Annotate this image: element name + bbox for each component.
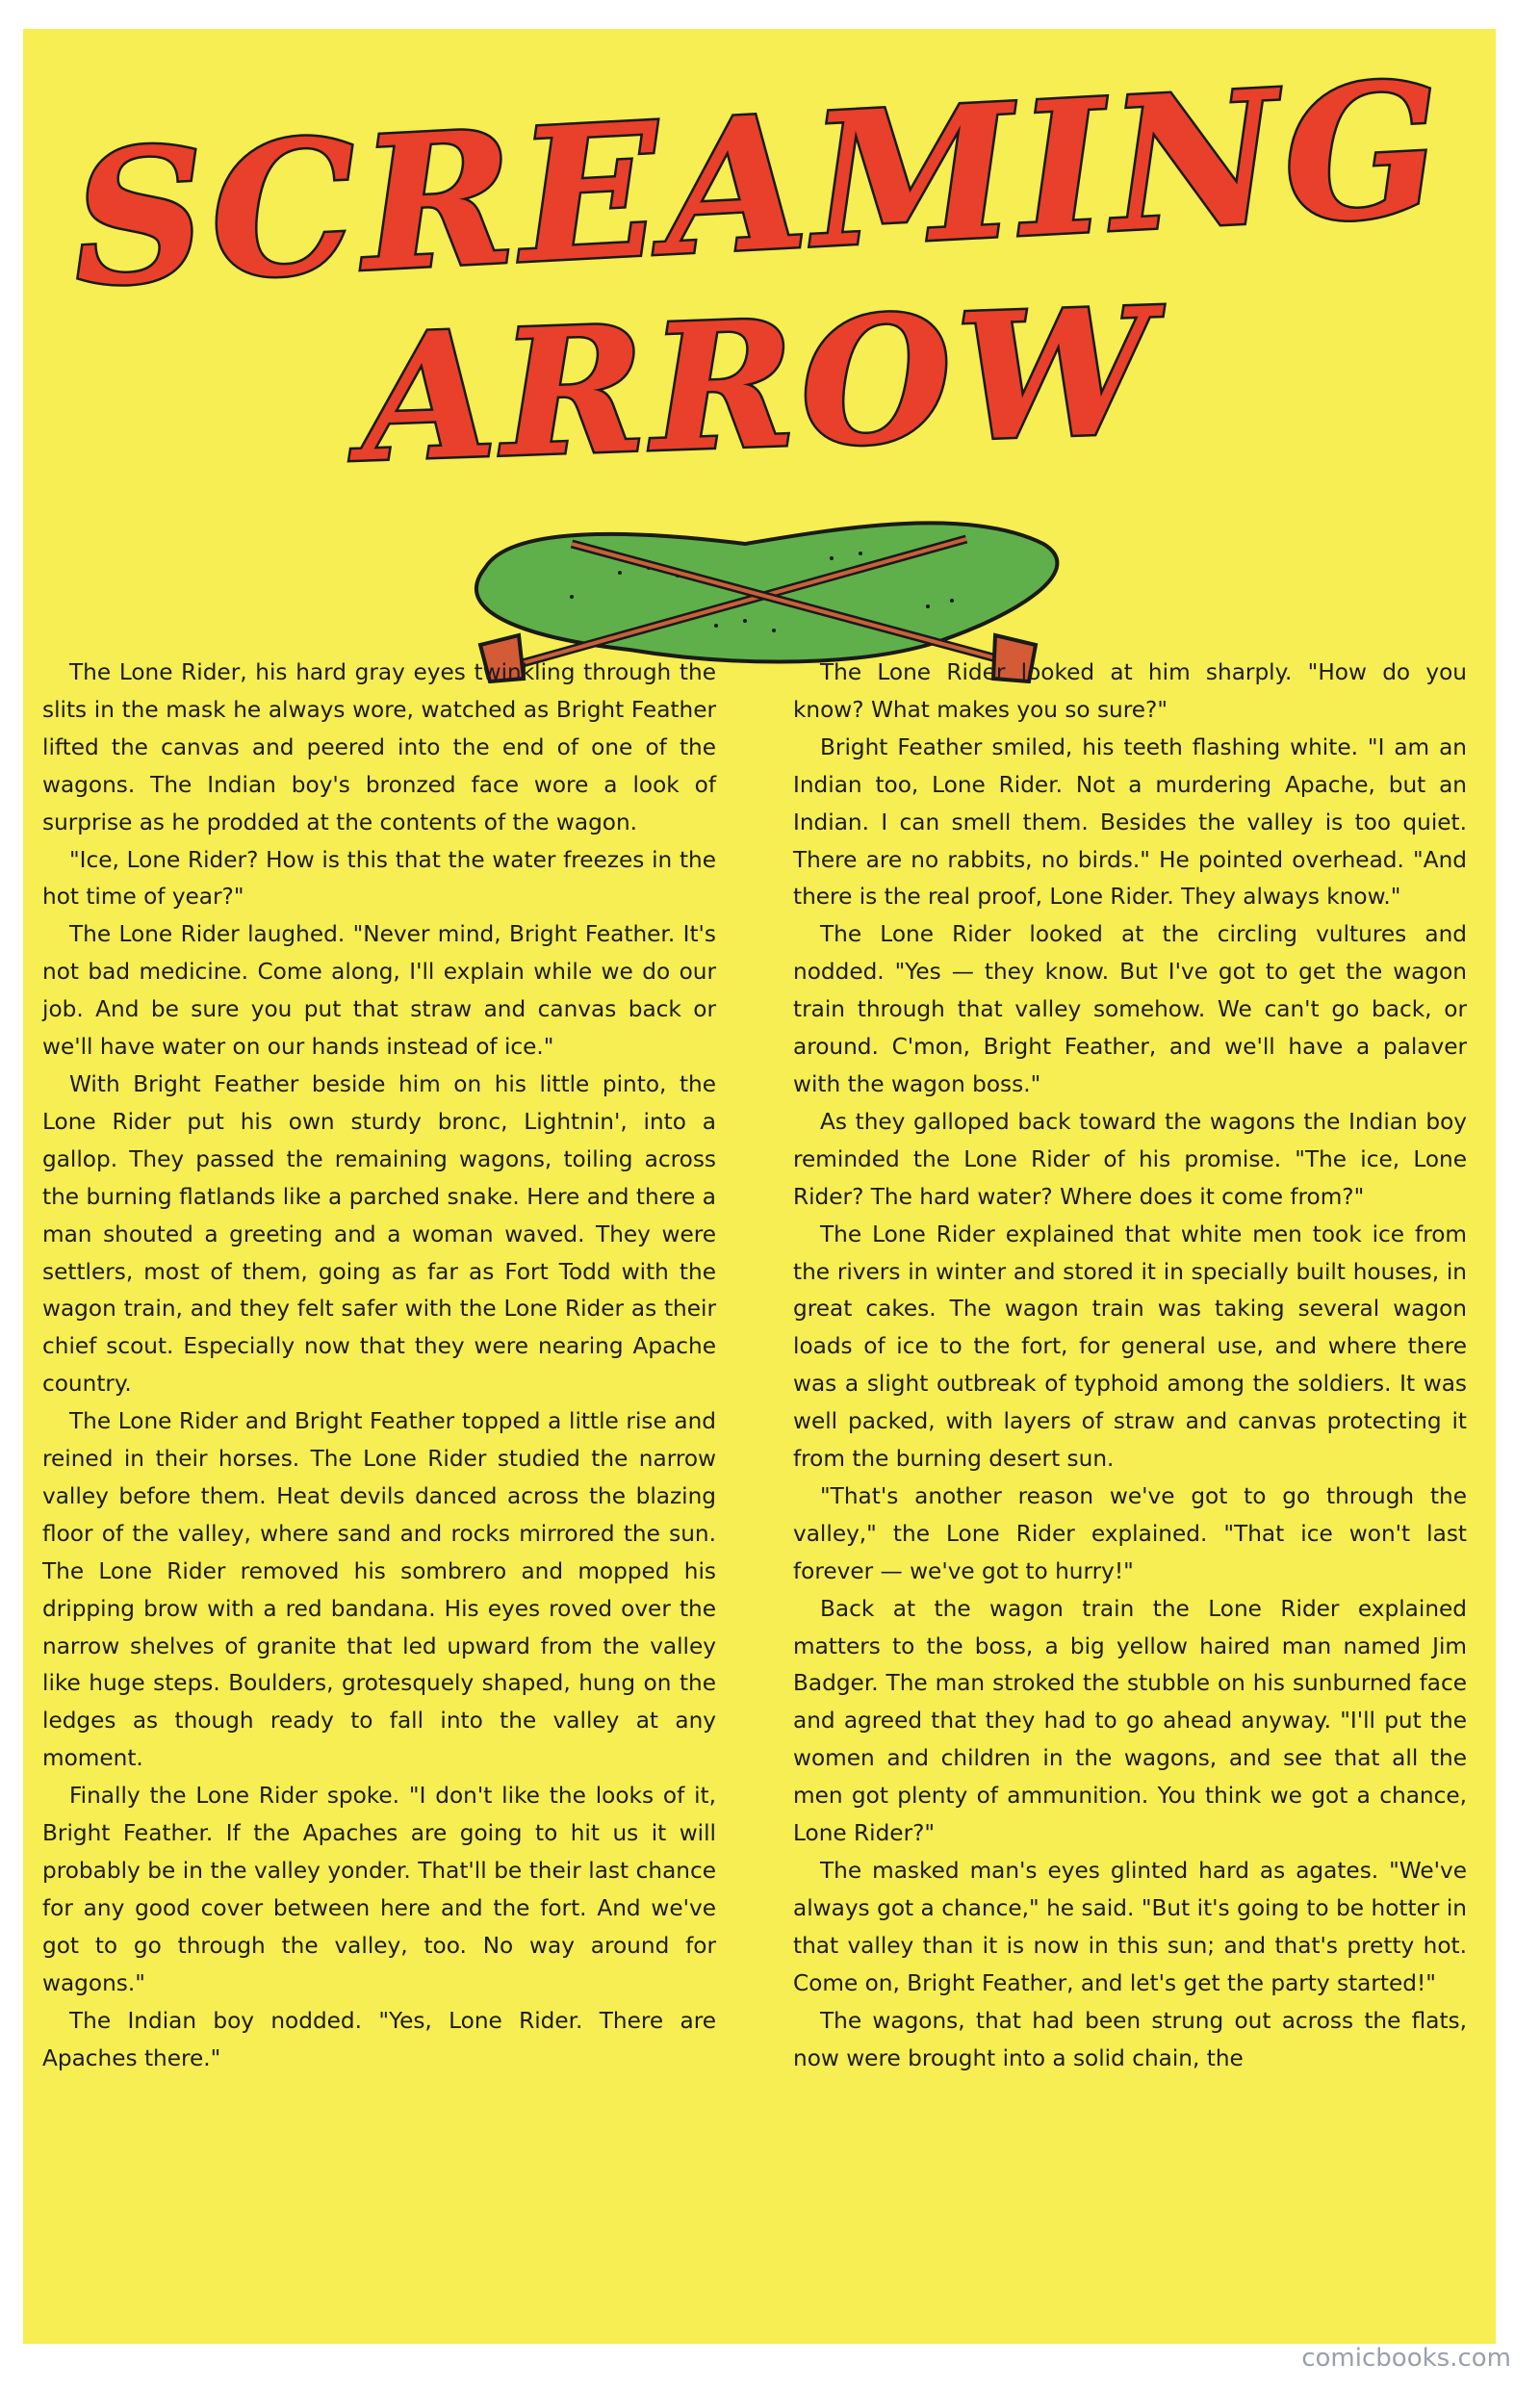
paragraph: Finally the Lone Rider spoke. "I don't like the looks of it, Bright Feather. If the Apaches are going to hit us it will probably be in the valley yonder. That'll be their last chance for any good cover between here and the fort. And we've got to go through the valley, too. No way around for wagons.": [42, 1783, 716, 1996]
story-column-left: [42, 655, 716, 2291]
paragraph: Bright Feather smiled, his teeth flashing white. "I am an Indian too, Lone Rider. Not a murdering Apache, but an Indian. I can smell them. Besides the valley is too quiet. There are no rabbits, no birds." He pointed overhead. "And there is the real proof, Lone Rider. They always know.": [793, 733, 1467, 911]
paragraph: The Lone Rider laughed. "Never mind, Bright Feather. It's not bad medicine. Come along, I'll explain while we do our job. And be sure you put that straw and canvas back or we'll have water on our hands instead of ice.": [42, 921, 716, 1061]
paragraph: The masked man's eyes glinted hard as agates. "We've always got a chance," he said. "But it's going to be hotter in that valley than it is now in this sun; and that's pretty hot. Come on, Bright Feather, and let's get the party started!": [793, 1858, 1467, 1996]
paragraph: "That's another reason we've got to go through the valley," the Lone Rider explained. "That ice won't last forever — we've got to hurry!": [793, 1482, 1467, 1584]
paragraph: The Lone Rider and Bright Feather topped a little rise and reined in their horses. The Lone Rider studied the narrow valley before them. Heat devils danced across the blazing floor of the valley, where sand and rocks mirrored the sun. The Lone Rider removed his sombrero and mopped his dripping brow with a red bandana. His eyes roved over the narrow shelves of granite that led upward from the valley like huge steps. Boulders, grotesquely shaped, hung on the ledges as though ready to fall into the valley at any moment.: [42, 1408, 716, 1772]
paragraph: With Bright Feather beside him on his little pinto, the Lone Rider put his own sturdy bronc, Lightnin', into a gallop. They passed the remaining wagons, toiling across the burning flatlands like a parched snake. Here and there a man shouted a greeting and a woman waved. They were settlers, most of them, going as far as Fort Todd with the wagon train, and they felt safer with the Lone Rider as their chief scout. Especially now that they were nearing Apache country.: [42, 1070, 716, 1398]
paragraph: The Lone Rider explained that white men took ice from the rivers in winter and stored it in specially built houses, in great cakes. The wagon train was taking several wagon loads of ice to the fort, for general use, and where there was a slight outbreak of typhoid among the soldiers. It was well packed, with layers of straw and canvas protecting it from the burning desert sun.: [793, 1221, 1467, 1473]
paragraph: The Lone Rider looked at him sharply. "How do you know? What makes you so sure?": [793, 659, 1467, 723]
paragraph: The wagons, that had been strung out across the flats, now were brought into a solid chain, the: [793, 2007, 1467, 2071]
paragraph: "Ice, Lone Rider? How is this that the water freezes in the hot time of year?": [42, 846, 716, 911]
watermark: comicbooks.com: [1301, 2344, 1511, 2373]
title-line-1: SCREAMING: [67, 40, 1451, 328]
paragraph: As they galloped back toward the wagons the Indian boy reminded the Lone Rider of his promise. "The ice, Lone Rider? The hard water? Where does it come from?": [793, 1108, 1467, 1210]
paragraph: The Lone Rider, his hard gray eyes twinkling through the slits in the mask he always wore, watched as Bright Feather lifted the canvas and peered into the end of one of the wagons. The Indian boy's bronzed face wore a look of surprise as he prodded at the contents of the wagon.: [42, 659, 716, 835]
paragraph: The Indian boy nodded. "Yes, Lone Rider. There are Apaches there.": [42, 2007, 716, 2071]
comic-page: [23, 29, 1496, 2344]
paragraph: Back at the wagon train the Lone Rider explained matters to the boss, a big yellow haired man named Jim Badger. The man stroked the stubble on his sunburned face and agreed that they had to go ahead anyway. "I'll put the women and children in the wagons, and see that all the men got plenty of ammunition. You think we got a chance, Lone Rider?": [793, 1595, 1467, 1847]
paragraph: The Lone Rider looked at the circling vultures and nodded. "Yes — they know. But I've got to get the wagon train through that valley somehow. We can't go back, or around. C'mon, Bright Feather, and we'll have a palaver with the wagon boss.": [793, 921, 1467, 1097]
title-line-2: ARROW: [357, 270, 1162, 501]
story-column-right: [793, 655, 1467, 2291]
